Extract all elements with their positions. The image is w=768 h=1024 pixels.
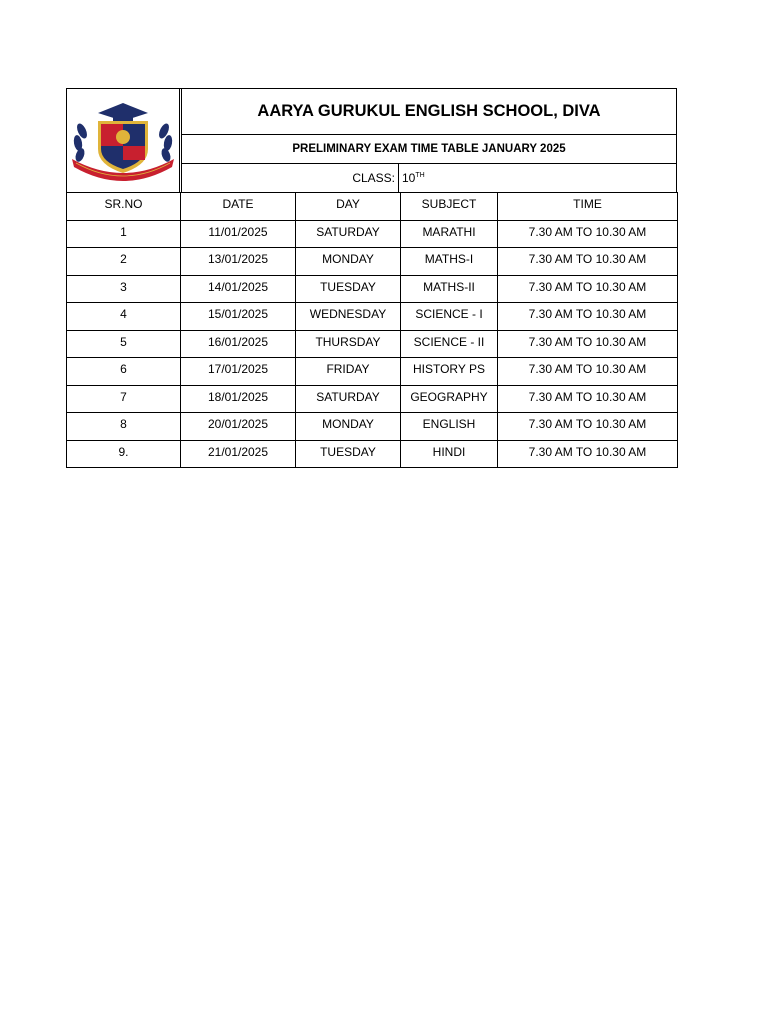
srno-cell: 7 [67,385,181,413]
table-row [67,275,678,303]
class-label: CLASS: [182,164,399,192]
day-cell: SATURDAY [296,220,401,248]
subject-cell: GEOGRAPHY [401,385,498,413]
srno-cell: 9. [67,440,181,468]
day-cell: WEDNESDAY [296,303,401,331]
class-row [182,164,676,192]
date-cell: 16/01/2025 [181,330,296,358]
column-header-time: TIME [498,193,678,221]
column-header-date: DATE [181,193,296,221]
time-cell: 7.30 AM TO 10.30 AM [498,385,678,413]
time-cell: 7.30 AM TO 10.30 AM [498,220,678,248]
srno-cell: 5 [67,330,181,358]
srno-cell: 1 [67,220,181,248]
subject-cell: SCIENCE - I [401,303,498,331]
title-column [182,89,676,192]
table-row [67,303,678,331]
date-cell: 21/01/2025 [181,440,296,468]
table-row [67,440,678,468]
exam-schedule-table [66,192,678,468]
srno-cell: 8 [67,413,181,441]
column-header-srno: SR.NO [67,193,181,221]
table-row [67,358,678,386]
time-cell: 7.30 AM TO 10.30 AM [498,275,678,303]
srno-cell: 2 [67,248,181,276]
time-cell: 7.30 AM TO 10.30 AM [498,440,678,468]
subject-cell: MATHS-II [401,275,498,303]
table-row [67,220,678,248]
subject-cell: ENGLISH [401,413,498,441]
date-cell: 20/01/2025 [181,413,296,441]
subject-cell: MARATHI [401,220,498,248]
subject-cell: MATHS-I [401,248,498,276]
day-cell: THURSDAY [296,330,401,358]
class-suffix: TH [415,171,425,179]
time-cell: 7.30 AM TO 10.30 AM [498,303,678,331]
date-cell: 13/01/2025 [181,248,296,276]
table-row [67,385,678,413]
date-cell: 11/01/2025 [181,220,296,248]
day-cell: TUESDAY [296,440,401,468]
day-cell: TUESDAY [296,275,401,303]
subject-cell: SCIENCE - II [401,330,498,358]
date-cell: 14/01/2025 [181,275,296,303]
day-cell: FRIDAY [296,358,401,386]
time-cell: 7.30 AM TO 10.30 AM [498,248,678,276]
subject-cell: HISTORY PS [401,358,498,386]
srno-cell: 3 [67,275,181,303]
timetable-header [66,88,677,192]
date-cell: 18/01/2025 [181,385,296,413]
school-name: AARYA GURUKUL ENGLISH SCHOOL, DIVA [182,89,676,135]
column-header-day: DAY [296,193,401,221]
date-cell: 17/01/2025 [181,358,296,386]
day-cell: MONDAY [296,413,401,441]
table-row [67,413,678,441]
timetable-sheet [66,88,677,468]
table-row [67,248,678,276]
day-cell: SATURDAY [296,385,401,413]
column-header-subject: SUBJECT [401,193,498,221]
srno-cell: 6 [67,358,181,386]
time-cell: 7.30 AM TO 10.30 AM [498,330,678,358]
school-logo-cell [67,89,182,192]
time-cell: 7.30 AM TO 10.30 AM [498,358,678,386]
exam-title: PRELIMINARY EXAM TIME TABLE JANUARY 2025 [182,135,676,164]
school-crest-logo [68,101,178,181]
table-header-row [67,193,678,221]
day-cell: MONDAY [296,248,401,276]
class-value-cell [399,164,425,192]
class-value: 10 [402,171,416,185]
date-cell: 15/01/2025 [181,303,296,331]
table-row [67,330,678,358]
subject-cell: HINDI [401,440,498,468]
time-cell: 7.30 AM TO 10.30 AM [498,413,678,441]
srno-cell: 4 [67,303,181,331]
